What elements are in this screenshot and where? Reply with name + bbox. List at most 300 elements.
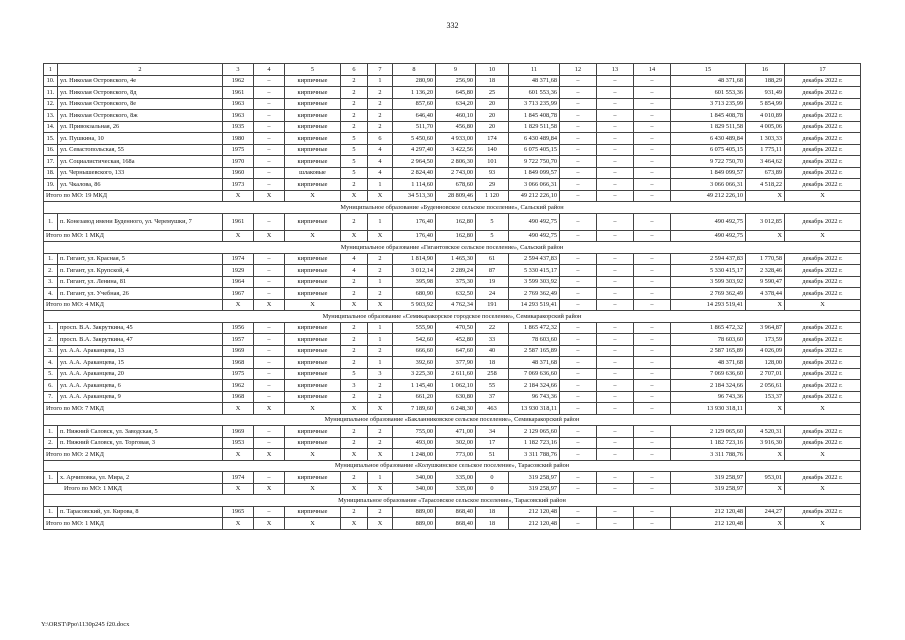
column-number-header: 17 <box>785 64 861 76</box>
table-row <box>44 426 861 438</box>
table-cell: – <box>634 334 671 346</box>
table-cell: 1 <box>368 75 393 87</box>
subtotal-row <box>44 230 861 242</box>
subtotal-cell: X <box>368 299 393 311</box>
table-cell: – <box>254 368 285 380</box>
column-number-header: 8 <box>393 64 436 76</box>
subtotal-cell: X <box>341 518 368 530</box>
table-cell: 3 <box>341 380 368 392</box>
table-cell: декабрь 2022 г. <box>785 322 861 334</box>
table-cell: 1969 <box>223 426 254 438</box>
municipality-title: Муниципальное образование «Колушкинское сельское поселение», Тарасовский район <box>44 460 861 472</box>
table-cell: 6 430 489,84 <box>671 133 746 145</box>
municipality-section-row <box>44 414 861 426</box>
table-cell: 1 <box>368 357 393 369</box>
address-cell: ул. Социалистическая, 168а <box>58 156 223 168</box>
address-cell: п. Тарасовский, ул. Кирова, 8 <box>58 506 223 518</box>
table-cell: 2 <box>368 345 393 357</box>
subtotal-label: Итого по МО: 1 МКД <box>44 230 223 242</box>
table-cell: декабрь 2022 г. <box>785 253 861 265</box>
table-cell: кирпичные <box>285 472 341 484</box>
subtotal-cell: X <box>785 299 861 311</box>
table-cell: 1962 <box>223 75 254 87</box>
table-cell: 2 769 362,49 <box>509 288 560 300</box>
table-cell: декабрь 2022 г. <box>785 167 861 179</box>
table-cell: 1. <box>44 253 58 265</box>
table-cell: 632,50 <box>436 288 476 300</box>
table-cell: 2 806,30 <box>436 156 476 168</box>
table-cell: 2 <box>341 288 368 300</box>
table-cell: – <box>560 472 597 484</box>
table-cell: 78 603,60 <box>509 334 560 346</box>
table-cell: 48 371,68 <box>509 357 560 369</box>
table-cell: кирпичные <box>285 213 341 230</box>
table-cell: 33 <box>476 334 509 346</box>
table-cell: – <box>254 179 285 191</box>
table-cell: 4 378,44 <box>746 288 785 300</box>
table-cell: – <box>254 437 285 449</box>
table-cell: 280,90 <box>393 75 436 87</box>
table-cell: – <box>597 437 634 449</box>
table-cell: кирпичные <box>285 110 341 122</box>
address-cell: ул. А.А. Араканцева, 9 <box>58 391 223 403</box>
table-cell: – <box>254 357 285 369</box>
subtotal-cell: X <box>285 299 341 311</box>
table-cell: 48 371,68 <box>671 357 746 369</box>
table-cell: кирпичные <box>285 288 341 300</box>
table-row <box>44 144 861 156</box>
subtotal-cell: 34 513,30 <box>393 190 436 202</box>
column-number-header: 12 <box>560 64 597 76</box>
table-cell: 258 <box>476 368 509 380</box>
table-cell: 1 865 472,32 <box>671 322 746 334</box>
subtotal-cell: X <box>341 483 368 495</box>
subtotal-cell: 14 293 519,41 <box>671 299 746 311</box>
table-cell: декабрь 2022 г. <box>785 133 861 145</box>
table-cell: 678,60 <box>436 179 476 191</box>
subtotal-cell: 490 492,75 <box>671 230 746 242</box>
table-cell: 3 012,14 <box>393 265 436 277</box>
table-cell: – <box>560 121 597 133</box>
table-cell: – <box>560 265 597 277</box>
address-cell: п. Гигант, ул. Красная, 5 <box>58 253 223 265</box>
table-cell: 2 <box>341 426 368 438</box>
subtotal-cell: X <box>368 483 393 495</box>
subtotal-row <box>44 449 861 461</box>
table-cell: – <box>560 144 597 156</box>
table-cell: 3 <box>368 368 393 380</box>
subtotal-cell: – <box>560 230 597 242</box>
table-cell: 666,60 <box>393 345 436 357</box>
table-row <box>44 213 861 230</box>
subtotal-cell: X <box>341 449 368 461</box>
table-cell: 5 <box>341 167 368 179</box>
table-cell: 5 330 415,17 <box>671 265 746 277</box>
table-cell: кирпичные <box>285 391 341 403</box>
subtotal-cell: X <box>785 190 861 202</box>
table-cell: 1 136,20 <box>393 87 436 99</box>
table-cell: – <box>254 144 285 156</box>
subtotal-cell: X <box>223 190 254 202</box>
table-cell: – <box>560 322 597 334</box>
table-cell: 2 129 065,60 <box>671 426 746 438</box>
table-cell: 1 <box>368 472 393 484</box>
table-cell: 22 <box>476 322 509 334</box>
column-number-header: 9 <box>436 64 476 76</box>
table-cell: 460,10 <box>436 110 476 122</box>
table-cell: 6. <box>44 380 58 392</box>
table-cell: 1961 <box>223 87 254 99</box>
table-cell: – <box>597 345 634 357</box>
table-cell: 12. <box>44 98 58 110</box>
table-cell: 2 <box>341 334 368 346</box>
table-cell: 14. <box>44 121 58 133</box>
table-cell: 18 <box>476 75 509 87</box>
table-cell: 174 <box>476 133 509 145</box>
table-row <box>44 253 861 265</box>
municipality-title: Муниципальное образование «Буденновское сельское поселение», Сальский район <box>44 202 861 214</box>
table-cell: 601 553,36 <box>509 87 560 99</box>
subtotal-cell: 335,00 <box>436 483 476 495</box>
table-cell: 1. <box>44 472 58 484</box>
table-cell: 868,40 <box>436 506 476 518</box>
table-cell: 1963 <box>223 110 254 122</box>
table-cell: 645,80 <box>436 87 476 99</box>
table-cell: 128,00 <box>746 357 785 369</box>
table-cell: 5 330 415,17 <box>509 265 560 277</box>
subtotal-cell: 212 120,48 <box>509 518 560 530</box>
table-cell: – <box>254 133 285 145</box>
table-cell: декабрь 2022 г. <box>785 288 861 300</box>
table-cell: 2 611,60 <box>436 368 476 380</box>
subtotal-cell: 13 930 318,11 <box>671 403 746 415</box>
table-cell: – <box>634 426 671 438</box>
table-cell: декабрь 2022 г. <box>785 437 861 449</box>
table-cell: – <box>560 380 597 392</box>
table-cell: – <box>254 276 285 288</box>
table-cell: 4 <box>368 156 393 168</box>
table-cell: 1 465,30 <box>436 253 476 265</box>
subtotal-cell: X <box>746 403 785 415</box>
table-cell: кирпичные <box>285 345 341 357</box>
table-cell: – <box>634 357 671 369</box>
column-number-header: 5 <box>285 64 341 76</box>
table-cell: 2 <box>341 75 368 87</box>
table-cell: 2 <box>341 87 368 99</box>
address-cell: ул. А.А. Араканцева, 20 <box>58 368 223 380</box>
subtotal-cell: – <box>597 230 634 242</box>
table-cell: 5 <box>341 144 368 156</box>
subtotal-cell: – <box>597 403 634 415</box>
table-cell: 2. <box>44 334 58 346</box>
table-cell: 1980 <box>223 133 254 145</box>
table-cell: 2 289,24 <box>436 265 476 277</box>
table-cell: 101 <box>476 156 509 168</box>
table-cell: 2 129 065,60 <box>509 426 560 438</box>
table-cell: 7 069 636,60 <box>509 368 560 380</box>
table-cell: декабрь 2022 г. <box>785 213 861 230</box>
table-cell: 889,00 <box>393 506 436 518</box>
table-cell: 2 <box>341 345 368 357</box>
subtotal-label: Итого по МО: 1 МКД <box>44 518 223 530</box>
subtotal-cell: 0 <box>476 483 509 495</box>
table-cell: 4 <box>368 144 393 156</box>
table-row <box>44 437 861 449</box>
table-cell: 1973 <box>223 179 254 191</box>
column-number-header: 13 <box>597 64 634 76</box>
table-cell: 319 258,97 <box>509 472 560 484</box>
table-cell: 9 722 750,70 <box>671 156 746 168</box>
subtotal-cell: – <box>634 190 671 202</box>
table-cell: 153,37 <box>746 391 785 403</box>
table-cell: 5 854,99 <box>746 98 785 110</box>
table-cell: 140 <box>476 144 509 156</box>
table-cell: 2 594 437,83 <box>509 253 560 265</box>
address-cell: п. Гигант, ул. Учебная, 26 <box>58 288 223 300</box>
table-cell: 3 012,85 <box>746 213 785 230</box>
subtotal-label: Итого по МО: 1 МКД <box>44 483 223 495</box>
table-cell: 2 184 324,66 <box>671 380 746 392</box>
table-cell: – <box>634 98 671 110</box>
subtotal-cell: X <box>368 518 393 530</box>
table-cell: 2 <box>341 322 368 334</box>
subtotal-cell: X <box>785 449 861 461</box>
table-cell: кирпичные <box>285 357 341 369</box>
table-cell: – <box>634 121 671 133</box>
table-cell: – <box>634 179 671 191</box>
column-number-header: 7 <box>368 64 393 76</box>
table-cell: 2 707,01 <box>746 368 785 380</box>
table-cell: 2 <box>341 276 368 288</box>
table-cell: декабрь 2022 г. <box>785 179 861 191</box>
table-cell: 1 845 408,78 <box>509 110 560 122</box>
table-cell: – <box>254 345 285 357</box>
table-row <box>44 110 861 122</box>
table-cell: кирпичные <box>285 156 341 168</box>
subtotal-cell: X <box>254 449 285 461</box>
municipality-section-row <box>44 311 861 323</box>
table-cell: 5 <box>341 156 368 168</box>
table-cell: декабрь 2022 г. <box>785 368 861 380</box>
subtotal-row <box>44 518 861 530</box>
table-cell: 1 829 511,58 <box>671 121 746 133</box>
table-cell: – <box>254 213 285 230</box>
address-cell: ул. Николая Островского, 8е <box>58 98 223 110</box>
subtotal-cell: – <box>560 483 597 495</box>
subtotal-cell: X <box>785 483 861 495</box>
subtotal-cell: X <box>223 483 254 495</box>
table-cell: 1 849 099,57 <box>509 167 560 179</box>
municipality-section-row <box>44 202 861 214</box>
table-cell: – <box>254 121 285 133</box>
table-cell: – <box>634 265 671 277</box>
table-cell: 3. <box>44 345 58 357</box>
subtotal-cell: X <box>223 299 254 311</box>
table-cell: 953,01 <box>746 472 785 484</box>
table-cell: 2. <box>44 265 58 277</box>
table-cell: 162,80 <box>436 213 476 230</box>
table-cell: – <box>560 253 597 265</box>
subtotal-cell: 212 120,48 <box>671 518 746 530</box>
subtotal-row <box>44 299 861 311</box>
table-cell: 48 371,68 <box>509 75 560 87</box>
table-cell: – <box>560 506 597 518</box>
table-cell: – <box>254 288 285 300</box>
table-cell: кирпичные <box>285 368 341 380</box>
table-cell: 452,80 <box>436 334 476 346</box>
subtotal-cell: X <box>285 403 341 415</box>
table-cell: декабрь 2022 г. <box>785 426 861 438</box>
subtotal-row <box>44 483 861 495</box>
table-cell: – <box>634 87 671 99</box>
subtotal-cell: 28 809,46 <box>436 190 476 202</box>
subtotal-cell: X <box>254 403 285 415</box>
table-cell: кирпичные <box>285 265 341 277</box>
table-cell: 1967 <box>223 288 254 300</box>
table-cell: 471,00 <box>436 426 476 438</box>
table-cell: 456,80 <box>436 121 476 133</box>
table-cell: – <box>634 345 671 357</box>
table-cell: декабрь 2022 г. <box>785 276 861 288</box>
table-cell: 542,60 <box>393 334 436 346</box>
subtotal-cell: X <box>223 518 254 530</box>
table-cell: – <box>254 334 285 346</box>
table-row <box>44 87 861 99</box>
table-row <box>44 265 861 277</box>
table-cell: 6 <box>368 133 393 145</box>
table-cell: кирпичные <box>285 334 341 346</box>
subtotal-cell: X <box>785 230 861 242</box>
table-cell: – <box>254 380 285 392</box>
table-cell: – <box>560 213 597 230</box>
table-cell: 1956 <box>223 322 254 334</box>
table-cell: 7 069 636,60 <box>671 368 746 380</box>
table-row <box>44 179 861 191</box>
table-cell: 470,50 <box>436 322 476 334</box>
table-cell: 5. <box>44 368 58 380</box>
table-cell: 18. <box>44 167 58 179</box>
table-cell: – <box>560 368 597 380</box>
table-cell: 1 849 099,57 <box>671 167 746 179</box>
table-cell: 3. <box>44 276 58 288</box>
table-cell: 1957 <box>223 334 254 346</box>
table-cell: – <box>597 472 634 484</box>
table-cell: 646,40 <box>393 110 436 122</box>
table-cell: 11. <box>44 87 58 99</box>
table-row <box>44 506 861 518</box>
subtotal-cell: X <box>785 403 861 415</box>
table-cell: 34 <box>476 426 509 438</box>
table-cell: 4 005,06 <box>746 121 785 133</box>
table-cell: кирпичные <box>285 380 341 392</box>
address-cell: п. Гигант, ул. Крупской, 4 <box>58 265 223 277</box>
subtotal-cell: – <box>597 190 634 202</box>
table-cell: – <box>634 156 671 168</box>
table-cell: 3 916,30 <box>746 437 785 449</box>
table-cell: декабрь 2022 г. <box>785 380 861 392</box>
table-cell: 2 <box>368 506 393 518</box>
table-cell: 6 075 405,15 <box>509 144 560 156</box>
table-cell: 2 <box>341 472 368 484</box>
table-cell: 2 <box>368 391 393 403</box>
table-cell: 490 492,75 <box>509 213 560 230</box>
table-cell: 4. <box>44 357 58 369</box>
table-cell: – <box>597 110 634 122</box>
column-number-header: 16 <box>746 64 785 76</box>
table-cell: 395,98 <box>393 276 436 288</box>
table-cell: 2 <box>368 437 393 449</box>
subtotal-cell: 3 311 788,76 <box>509 449 560 461</box>
column-number-header-row <box>44 64 861 76</box>
municipality-title: Муниципальное образование «Семикаракорское городское поселение», Семикаракорский район <box>44 311 861 323</box>
table-row <box>44 98 861 110</box>
table-cell: 490 492,75 <box>671 213 746 230</box>
subtotal-cell: 49 212 226,10 <box>671 190 746 202</box>
subtotal-cell: 463 <box>476 403 509 415</box>
subtotal-cell: – <box>634 518 671 530</box>
table-cell: 18 <box>476 506 509 518</box>
table-cell: – <box>597 276 634 288</box>
table-cell: 4 <box>368 167 393 179</box>
table-cell: 2 <box>341 110 368 122</box>
table-cell: 3 464,62 <box>746 156 785 168</box>
table-cell: 1 <box>368 276 393 288</box>
table-cell: 1975 <box>223 368 254 380</box>
table-cell: декабрь 2022 г. <box>785 75 861 87</box>
table-cell: 93 <box>476 167 509 179</box>
table-cell: 1 829 511,58 <box>509 121 560 133</box>
address-cell: х. Арчиповка, ул. Мира, 2 <box>58 472 223 484</box>
subtotal-cell: 340,00 <box>393 483 436 495</box>
column-number-header: 1 <box>44 64 58 76</box>
table-cell: кирпичные <box>285 144 341 156</box>
table-cell: – <box>634 253 671 265</box>
table-cell: 17 <box>476 437 509 449</box>
subtotal-cell: 176,40 <box>393 230 436 242</box>
table-cell: кирпичные <box>285 437 341 449</box>
subtotal-cell: – <box>597 449 634 461</box>
table-cell: 319 258,97 <box>671 472 746 484</box>
subtotal-cell: 5 <box>476 230 509 242</box>
table-row <box>44 368 861 380</box>
table-cell: 1965 <box>223 506 254 518</box>
subtotal-cell: X <box>285 230 341 242</box>
table-cell: 1974 <box>223 472 254 484</box>
table-cell: 188,29 <box>746 75 785 87</box>
table-cell: 18 <box>476 357 509 369</box>
municipality-title: Муниципальное образование «Гигантовское сельское поселение», Сальский район <box>44 242 861 254</box>
table-cell: 7. <box>44 391 58 403</box>
table-cell: 87 <box>476 265 509 277</box>
table-cell: 13. <box>44 110 58 122</box>
table-cell: 173,59 <box>746 334 785 346</box>
subtotal-label: Итого по МО: 4 МКД <box>44 299 223 311</box>
table-cell: 2 <box>341 437 368 449</box>
table-cell: 857,60 <box>393 98 436 110</box>
municipality-section-row <box>44 242 861 254</box>
page-number: 332 <box>446 21 459 30</box>
address-cell: п. Конезавод имени Буденного, ул. Черемушки, 7 <box>58 213 223 230</box>
table-body <box>44 64 861 530</box>
table-cell: 1 845 408,78 <box>671 110 746 122</box>
table-cell: 6 075 405,15 <box>671 144 746 156</box>
subtotal-cell: X <box>341 299 368 311</box>
table-cell: 25 <box>476 87 509 99</box>
table-cell: декабрь 2022 г. <box>785 121 861 133</box>
table-cell: – <box>597 167 634 179</box>
table-cell: – <box>634 391 671 403</box>
table-cell: 212 120,48 <box>509 506 560 518</box>
